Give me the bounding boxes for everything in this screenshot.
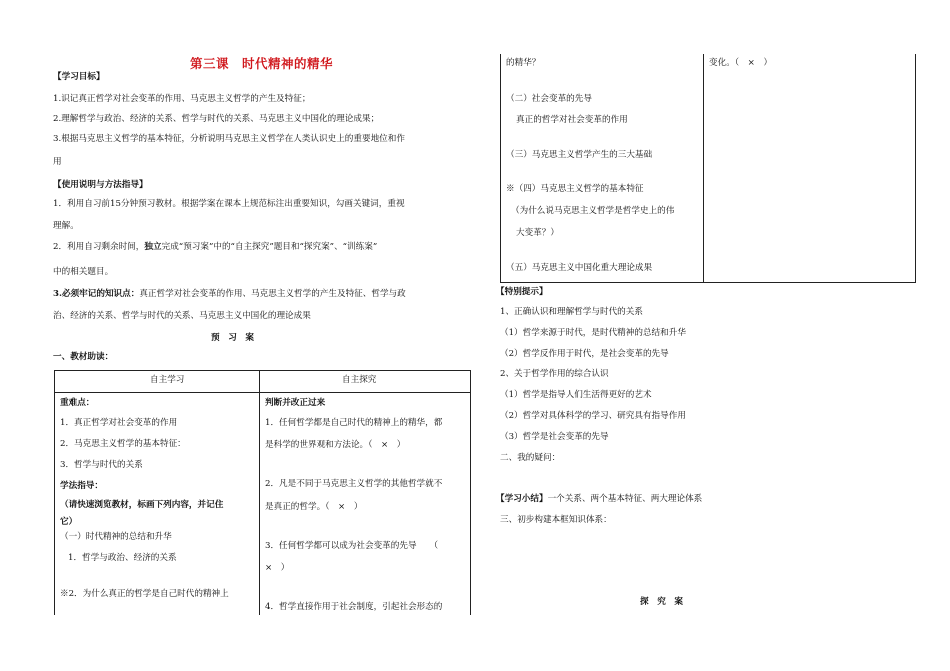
goal-3-cont: 用 (53, 157, 62, 167)
goal-2: 2.理解哲学与政治、经济的关系、哲学与时代的关系、马克思主义中国化的理论成果； (53, 114, 380, 124)
outline-table-divider (703, 54, 704, 283)
outline-item-2-1: 真正的哲学对社会变革的作用 (516, 115, 628, 125)
study-table-header-rule (54, 392, 471, 393)
summary-text: 一个关系、两个基本特征、两大理论体系 (547, 494, 703, 504)
usage-2-bold: 独立 (144, 242, 162, 252)
usage-2-rest: 完成“预习案”中的“自主探究”题目和“探究案”、“训练案” (161, 242, 378, 252)
outline-table (500, 54, 916, 283)
outline-item-1: （一）时代精神的总结和升华 (60, 532, 172, 542)
preview-heading: 预 习 案 (211, 333, 254, 343)
judge-q4: 4．哲学直接作用于社会制度，引起社会形态的 (265, 602, 443, 612)
col-self-explore-header: 自主探究 (342, 375, 377, 385)
tip-2-1: （1）哲学是指导人们生活得更好的艺术 (500, 390, 652, 400)
judge-q4-cont: 变化。（ × ） (709, 58, 773, 68)
judge-q3-cont: × ） (265, 563, 290, 573)
outline-item-1-2: ※2．为什么真正的哲学是自己时代的精神上 (60, 589, 229, 599)
outline-item-4-note-cont: 大变革？） (516, 228, 559, 238)
tip-2-2: （2）哲学对具体科学的学习、研究具有指导作用 (500, 411, 686, 421)
judge-q1: 1．任何哲学都是自己时代的精神上的精华，都 (265, 418, 443, 428)
goal-1: 1.识记真正哲学对社会变革的作用、马克思主义哲学的产生及特征； (53, 94, 311, 104)
judge-label: 判断并改正过来 (265, 398, 326, 408)
tip-2-3: （3）哲学是社会变革的先导 (500, 432, 609, 442)
judge-q2: 2．凡是不同于马克思主义哲学的其他哲学就不 (265, 479, 443, 489)
usage-heading: 【使用说明与方法指导】 (53, 180, 148, 190)
outline-item-4-note: （为什么说马克思主义哲学是哲学史上的伟 (511, 206, 675, 216)
section-2-heading: 二、我的疑问： (500, 453, 561, 463)
usage-1: 1．利用自习前15分钟预习教材。根据学案在课本上规范标注出重要知识，勾画关键词，重视 (53, 199, 405, 209)
key-point-3: 3．哲学与时代的关系 (60, 460, 143, 470)
section-1-heading: 一、教材助读： (53, 352, 114, 362)
col-self-study-header: 自主学习 (150, 375, 185, 385)
summary-heading: 【学习小结】 (496, 494, 548, 504)
usage-2 (53, 242, 377, 252)
usage-3-rest: 真正哲学对社会变革的作用、马克思主义哲学的产生及特征、哲学与政 (139, 289, 406, 299)
method-note: （请快速浏览教材，标画下列内容，并记住 (60, 500, 224, 510)
tip-1: 1、正确认识和理解哲学与时代的关系 (500, 307, 643, 317)
usage-2-prefix: 2．利用自习剩余时间， (53, 242, 145, 252)
outline-item-5: （五）马克思主义中国化重大理论成果 (506, 263, 653, 273)
usage-1-cont: 理解。 (53, 221, 79, 231)
goals-heading: 【学习目标】 (53, 72, 105, 82)
outline-item-4: ※（四）马克思主义哲学的基本特征 (506, 184, 644, 194)
page-title: 第三课 时代精神的精华 (190, 56, 334, 71)
usage-2-cont: 中的相关题目。 (53, 267, 114, 277)
section-3-heading: 三、初步构建本框知识体系： (500, 515, 612, 525)
outline-item-2: （二）社会变革的先导 (506, 94, 592, 104)
tip-1-2: （2）哲学反作用于时代，是社会变革的先导 (500, 349, 669, 359)
key-point-2: 2．马克思主义哲学的基本特征： (60, 439, 186, 449)
key-point-1: 1．真正哲学对社会变革的作用 (60, 418, 178, 428)
method-note-cont: 它） (60, 517, 78, 527)
usage-3-cont: 治、经济的关系、哲学与时代的关系、马克思主义中国化的理论成果 (53, 311, 311, 321)
outline-cont-1: 的精华？ (506, 58, 541, 68)
tips-heading: 【特别提示】 (496, 287, 548, 297)
summary (496, 494, 702, 504)
outline-item-1-1: 1．哲学与政治、经济的关系 (68, 553, 177, 563)
study-table-divider (259, 370, 260, 615)
usage-3 (53, 289, 406, 299)
outline-item-3: （三）马克思主义哲学产生的三大基础 (506, 150, 653, 160)
judge-q1-cont: 是科学的世界观和方法论。（ × ） (265, 440, 406, 450)
usage-3-bold: 3.必须牢记的知识点： (53, 289, 140, 299)
judge-q3: 3．任何哲学都可以成为社会变革的先导 （ (265, 541, 439, 551)
method-label: 学法指导： (60, 481, 103, 491)
goal-3: 3.根据马克思主义哲学的基本特征，分析说明马克思主义哲学在人类认识史上的重要地位和作 (53, 134, 405, 144)
explore-heading: 探 究 案 (640, 597, 683, 607)
judge-q2-cont: 是真正的哲学。（ × ） (265, 502, 363, 512)
study-table (54, 370, 471, 615)
tip-1-1: （1）哲学来源于时代，是时代精神的总结和升华 (500, 328, 686, 338)
key-points-label: 重难点： (60, 398, 95, 408)
tip-2: 2、关于哲学作用的综合认识 (500, 369, 609, 379)
